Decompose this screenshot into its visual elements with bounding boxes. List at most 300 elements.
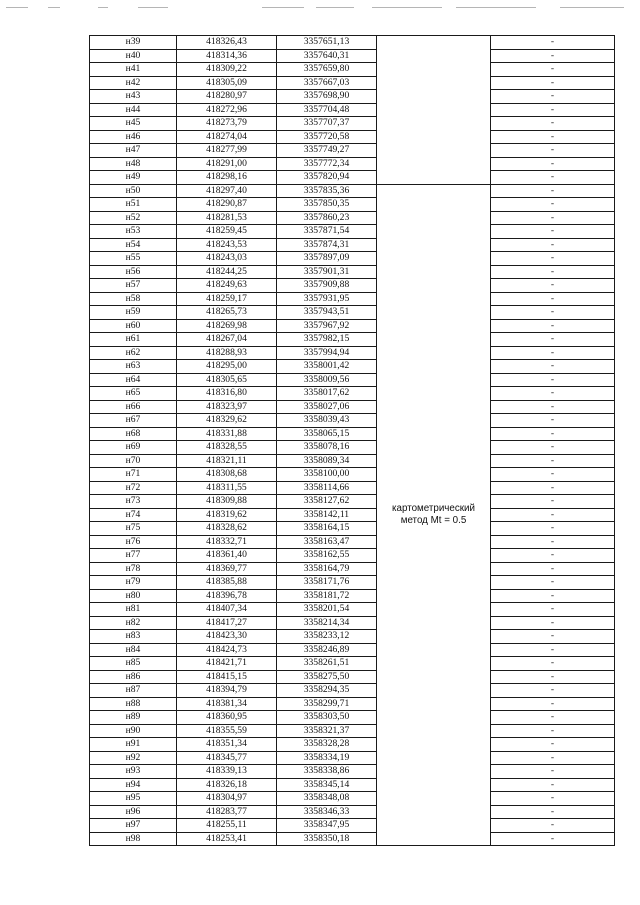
error-value-cell: - (491, 630, 615, 644)
point-name-cell: н63 (90, 360, 177, 374)
table-row (90, 589, 615, 603)
error-value-cell: - (491, 373, 615, 387)
table-row (90, 184, 615, 198)
point-name-cell: н62 (90, 346, 177, 360)
error-value-cell: - (491, 279, 615, 293)
table-row (90, 346, 615, 360)
table-row (90, 252, 615, 266)
y-coordinate-cell: 3358246,89 (277, 643, 377, 657)
point-name-cell: н87 (90, 684, 177, 698)
y-coordinate-cell: 3357720,58 (277, 130, 377, 144)
y-coordinate-cell: 3358163,47 (277, 535, 377, 549)
coordinates-table (89, 35, 615, 846)
table-row (90, 36, 615, 50)
y-coordinate-cell: 3358350,18 (277, 832, 377, 846)
point-name-cell: н96 (90, 805, 177, 819)
x-coordinate-cell: 418277,99 (177, 144, 277, 158)
table-row (90, 576, 615, 590)
x-coordinate-cell: 418274,04 (177, 130, 277, 144)
point-name-cell: н84 (90, 643, 177, 657)
point-name-cell: н43 (90, 90, 177, 104)
error-value-cell: - (491, 225, 615, 239)
point-name-cell: н49 (90, 171, 177, 185)
table-row (90, 684, 615, 698)
point-name-cell: н69 (90, 441, 177, 455)
table-row (90, 711, 615, 725)
y-coordinate-cell: 3357835,36 (277, 184, 377, 198)
y-coordinate-cell: 3358127,62 (277, 495, 377, 509)
y-coordinate-cell: 3358303,50 (277, 711, 377, 725)
x-coordinate-cell: 418323,97 (177, 400, 277, 414)
y-coordinate-cell: 3357871,54 (277, 225, 377, 239)
x-coordinate-cell: 418273,79 (177, 117, 277, 131)
point-name-cell: н79 (90, 576, 177, 590)
y-coordinate-cell: 3358345,14 (277, 778, 377, 792)
x-coordinate-cell: 418309,22 (177, 63, 277, 77)
point-name-cell: н95 (90, 792, 177, 806)
y-coordinate-cell: 3357901,31 (277, 265, 377, 279)
y-coordinate-cell: 3357967,92 (277, 319, 377, 333)
table-row (90, 279, 615, 293)
table-row (90, 765, 615, 779)
y-coordinate-cell: 3358275,50 (277, 670, 377, 684)
y-coordinate-cell: 3358347,95 (277, 819, 377, 833)
x-coordinate-cell: 418369,77 (177, 562, 277, 576)
x-coordinate-cell: 418321,11 (177, 454, 277, 468)
point-name-cell: н85 (90, 657, 177, 671)
x-coordinate-cell: 418267,04 (177, 333, 277, 347)
y-coordinate-cell: 3357749,27 (277, 144, 377, 158)
error-value-cell: - (491, 819, 615, 833)
y-coordinate-cell: 3357874,31 (277, 238, 377, 252)
table-row (90, 778, 615, 792)
x-coordinate-cell: 418243,03 (177, 252, 277, 266)
error-value-cell: - (491, 49, 615, 63)
table-row (90, 414, 615, 428)
x-coordinate-cell: 418394,79 (177, 684, 277, 698)
error-value-cell: - (491, 738, 615, 752)
point-name-cell: н41 (90, 63, 177, 77)
error-value-cell: - (491, 778, 615, 792)
x-coordinate-cell: 418255,11 (177, 819, 277, 833)
error-value-cell: - (491, 427, 615, 441)
y-coordinate-cell: 3357651,13 (277, 36, 377, 50)
point-name-cell: н46 (90, 130, 177, 144)
error-value-cell: - (491, 441, 615, 455)
table-row (90, 63, 615, 77)
x-coordinate-cell: 418328,62 (177, 522, 277, 536)
table-row (90, 508, 615, 522)
table-row (90, 535, 615, 549)
y-coordinate-cell: 3357897,09 (277, 252, 377, 266)
table-row (90, 738, 615, 752)
error-value-cell: - (491, 670, 615, 684)
error-value-cell: - (491, 495, 615, 509)
point-name-cell: н57 (90, 279, 177, 293)
point-name-cell: н67 (90, 414, 177, 428)
error-value-cell: - (491, 805, 615, 819)
coordinates-table-body (90, 36, 615, 846)
x-coordinate-cell: 418243,53 (177, 238, 277, 252)
point-name-cell: н86 (90, 670, 177, 684)
table-row (90, 792, 615, 806)
point-name-cell: н78 (90, 562, 177, 576)
table-row (90, 657, 615, 671)
y-coordinate-cell: 3358299,71 (277, 697, 377, 711)
y-coordinate-cell: 3357667,03 (277, 76, 377, 90)
table-row (90, 49, 615, 63)
point-name-cell: н40 (90, 49, 177, 63)
x-coordinate-cell: 418272,96 (177, 103, 277, 117)
x-coordinate-cell: 418265,73 (177, 306, 277, 320)
point-name-cell: н90 (90, 724, 177, 738)
error-value-cell: - (491, 157, 615, 171)
table-row (90, 373, 615, 387)
point-name-cell: н61 (90, 333, 177, 347)
x-coordinate-cell: 418407,34 (177, 603, 277, 617)
x-coordinate-cell: 418305,65 (177, 373, 277, 387)
error-value-cell: - (491, 414, 615, 428)
table-row (90, 103, 615, 117)
error-value-cell: - (491, 144, 615, 158)
point-name-cell: н82 (90, 616, 177, 630)
x-coordinate-cell: 418396,78 (177, 589, 277, 603)
point-name-cell: н58 (90, 292, 177, 306)
x-coordinate-cell: 418319,62 (177, 508, 277, 522)
error-value-cell: - (491, 603, 615, 617)
method-label-line1: картометрический (392, 502, 475, 514)
y-coordinate-cell: 3358114,66 (277, 481, 377, 495)
y-coordinate-cell: 3357640,31 (277, 49, 377, 63)
y-coordinate-cell: 3357707,37 (277, 117, 377, 131)
y-coordinate-cell: 3357659,80 (277, 63, 377, 77)
point-name-cell: н91 (90, 738, 177, 752)
point-name-cell: н68 (90, 427, 177, 441)
point-name-cell: н81 (90, 603, 177, 617)
x-coordinate-cell: 418298,16 (177, 171, 277, 185)
y-coordinate-cell: 3358348,08 (277, 792, 377, 806)
table-row (90, 225, 615, 239)
y-coordinate-cell: 3358294,35 (277, 684, 377, 698)
error-value-cell: - (491, 76, 615, 90)
error-value-cell: - (491, 306, 615, 320)
point-name-cell: н75 (90, 522, 177, 536)
y-coordinate-cell: 3358027,06 (277, 400, 377, 414)
x-coordinate-cell: 418385,88 (177, 576, 277, 590)
y-coordinate-cell: 3358346,33 (277, 805, 377, 819)
x-coordinate-cell: 418329,62 (177, 414, 277, 428)
error-value-cell: - (491, 333, 615, 347)
error-value-cell: - (491, 616, 615, 630)
error-value-cell: - (491, 117, 615, 131)
x-coordinate-cell: 418381,34 (177, 697, 277, 711)
x-coordinate-cell: 418424,73 (177, 643, 277, 657)
method-cell-empty (377, 36, 491, 185)
y-coordinate-cell: 3358089,34 (277, 454, 377, 468)
table-row (90, 832, 615, 846)
error-value-cell: - (491, 454, 615, 468)
error-value-cell: - (491, 63, 615, 77)
point-name-cell: н51 (90, 198, 177, 212)
scan-header-marks (0, 0, 640, 14)
point-name-cell: н65 (90, 387, 177, 401)
table-row (90, 265, 615, 279)
error-value-cell: - (491, 522, 615, 536)
y-coordinate-cell: 3358164,15 (277, 522, 377, 536)
x-coordinate-cell: 418305,09 (177, 76, 277, 90)
error-value-cell: - (491, 238, 615, 252)
error-value-cell: - (491, 643, 615, 657)
table-row (90, 144, 615, 158)
table-row (90, 603, 615, 617)
y-coordinate-cell: 3357909,88 (277, 279, 377, 293)
point-name-cell: н88 (90, 697, 177, 711)
table-row (90, 238, 615, 252)
y-coordinate-cell: 3358164,79 (277, 562, 377, 576)
error-value-cell: - (491, 765, 615, 779)
error-value-cell: - (491, 684, 615, 698)
point-name-cell: н55 (90, 252, 177, 266)
error-value-cell: - (491, 265, 615, 279)
point-name-cell: н89 (90, 711, 177, 725)
point-name-cell: н39 (90, 36, 177, 50)
y-coordinate-cell: 3357772,34 (277, 157, 377, 171)
x-coordinate-cell: 418283,77 (177, 805, 277, 819)
y-coordinate-cell: 3358233,12 (277, 630, 377, 644)
x-coordinate-cell: 418259,45 (177, 225, 277, 239)
point-name-cell: н60 (90, 319, 177, 333)
method-cell (377, 184, 491, 846)
table-row (90, 454, 615, 468)
point-name-cell: н70 (90, 454, 177, 468)
x-coordinate-cell: 418326,43 (177, 36, 277, 50)
point-name-cell: н73 (90, 495, 177, 509)
table-row (90, 319, 615, 333)
x-coordinate-cell: 418328,55 (177, 441, 277, 455)
error-value-cell: - (491, 589, 615, 603)
error-value-cell: - (491, 211, 615, 225)
table-row (90, 333, 615, 347)
error-value-cell: - (491, 697, 615, 711)
error-value-cell: - (491, 360, 615, 374)
point-name-cell: н80 (90, 589, 177, 603)
table-row (90, 495, 615, 509)
error-value-cell: - (491, 319, 615, 333)
y-coordinate-cell: 3358338,86 (277, 765, 377, 779)
x-coordinate-cell: 418244,25 (177, 265, 277, 279)
x-coordinate-cell: 418360,95 (177, 711, 277, 725)
y-coordinate-cell: 3358334,19 (277, 751, 377, 765)
table-row (90, 292, 615, 306)
y-coordinate-cell: 3357704,48 (277, 103, 377, 117)
x-coordinate-cell: 418421,71 (177, 657, 277, 671)
y-coordinate-cell: 3358181,72 (277, 589, 377, 603)
point-name-cell: н98 (90, 832, 177, 846)
point-name-cell: н48 (90, 157, 177, 171)
point-name-cell: н52 (90, 211, 177, 225)
table-row (90, 211, 615, 225)
y-coordinate-cell: 3357850,35 (277, 198, 377, 212)
y-coordinate-cell: 3358001,42 (277, 360, 377, 374)
y-coordinate-cell: 3358328,28 (277, 738, 377, 752)
point-name-cell: н72 (90, 481, 177, 495)
table-row (90, 387, 615, 401)
table-row (90, 751, 615, 765)
y-coordinate-cell: 3357931,95 (277, 292, 377, 306)
x-coordinate-cell: 418297,40 (177, 184, 277, 198)
table-row (90, 130, 615, 144)
x-coordinate-cell: 418304,97 (177, 792, 277, 806)
point-name-cell: н64 (90, 373, 177, 387)
y-coordinate-cell: 3358321,37 (277, 724, 377, 738)
x-coordinate-cell: 418291,00 (177, 157, 277, 171)
table-row (90, 306, 615, 320)
y-coordinate-cell: 3357994,94 (277, 346, 377, 360)
error-value-cell: - (491, 90, 615, 104)
table-row (90, 481, 615, 495)
point-name-cell: н66 (90, 400, 177, 414)
y-coordinate-cell: 3357860,23 (277, 211, 377, 225)
point-name-cell: н47 (90, 144, 177, 158)
error-value-cell: - (491, 171, 615, 185)
table-row (90, 157, 615, 171)
table-row (90, 805, 615, 819)
table-row (90, 522, 615, 536)
error-value-cell: - (491, 103, 615, 117)
table-row (90, 76, 615, 90)
x-coordinate-cell: 418309,88 (177, 495, 277, 509)
y-coordinate-cell: 3358214,34 (277, 616, 377, 630)
error-value-cell: - (491, 130, 615, 144)
x-coordinate-cell: 418415,15 (177, 670, 277, 684)
table-row (90, 441, 615, 455)
point-name-cell: н97 (90, 819, 177, 833)
x-coordinate-cell: 418280,97 (177, 90, 277, 104)
y-coordinate-cell: 3358039,43 (277, 414, 377, 428)
error-value-cell: - (491, 508, 615, 522)
error-value-cell: - (491, 724, 615, 738)
y-coordinate-cell: 3358201,54 (277, 603, 377, 617)
y-coordinate-cell: 3358009,56 (277, 373, 377, 387)
x-coordinate-cell: 418288,93 (177, 346, 277, 360)
error-value-cell: - (491, 346, 615, 360)
point-name-cell: н74 (90, 508, 177, 522)
point-name-cell: н94 (90, 778, 177, 792)
y-coordinate-cell: 3358261,51 (277, 657, 377, 671)
point-name-cell: н42 (90, 76, 177, 90)
error-value-cell: - (491, 198, 615, 212)
x-coordinate-cell: 418361,40 (177, 549, 277, 563)
error-value-cell: - (491, 400, 615, 414)
error-value-cell: - (491, 387, 615, 401)
y-coordinate-cell: 3358162,55 (277, 549, 377, 563)
table-row (90, 117, 615, 131)
table-row (90, 643, 615, 657)
point-name-cell: н56 (90, 265, 177, 279)
table-row (90, 468, 615, 482)
y-coordinate-cell: 3357982,15 (277, 333, 377, 347)
point-name-cell: н93 (90, 765, 177, 779)
y-coordinate-cell: 3358142,11 (277, 508, 377, 522)
point-name-cell: н59 (90, 306, 177, 320)
x-coordinate-cell: 418249,63 (177, 279, 277, 293)
point-name-cell: н45 (90, 117, 177, 131)
y-coordinate-cell: 3358017,62 (277, 387, 377, 401)
table-row (90, 562, 615, 576)
x-coordinate-cell: 418423,30 (177, 630, 277, 644)
error-value-cell: - (491, 468, 615, 482)
x-coordinate-cell: 418308,68 (177, 468, 277, 482)
point-name-cell: н53 (90, 225, 177, 239)
point-name-cell: н83 (90, 630, 177, 644)
x-coordinate-cell: 418253,41 (177, 832, 277, 846)
table-row (90, 360, 615, 374)
error-value-cell: - (491, 292, 615, 306)
y-coordinate-cell: 3358078,16 (277, 441, 377, 455)
x-coordinate-cell: 418281,53 (177, 211, 277, 225)
error-value-cell: - (491, 711, 615, 725)
y-coordinate-cell: 3357943,51 (277, 306, 377, 320)
x-coordinate-cell: 418269,98 (177, 319, 277, 333)
y-coordinate-cell: 3358171,76 (277, 576, 377, 590)
x-coordinate-cell: 418417,27 (177, 616, 277, 630)
table-row (90, 90, 615, 104)
error-value-cell: - (491, 751, 615, 765)
point-name-cell: н50 (90, 184, 177, 198)
error-value-cell: - (491, 562, 615, 576)
x-coordinate-cell: 418316,80 (177, 387, 277, 401)
table-row (90, 670, 615, 684)
x-coordinate-cell: 418259,17 (177, 292, 277, 306)
y-coordinate-cell: 3357820,94 (277, 171, 377, 185)
table-row (90, 697, 615, 711)
x-coordinate-cell: 418345,77 (177, 751, 277, 765)
point-name-cell: н92 (90, 751, 177, 765)
x-coordinate-cell: 418290,87 (177, 198, 277, 212)
method-label-line2: метод Mt = 0.5 (400, 514, 467, 526)
table-row (90, 819, 615, 833)
table-row (90, 549, 615, 563)
error-value-cell: - (491, 36, 615, 50)
y-coordinate-cell: 3358100,00 (277, 468, 377, 482)
error-value-cell: - (491, 549, 615, 563)
error-value-cell: - (491, 184, 615, 198)
point-name-cell: н71 (90, 468, 177, 482)
table-row (90, 171, 615, 185)
x-coordinate-cell: 418314,36 (177, 49, 277, 63)
error-value-cell: - (491, 657, 615, 671)
point-name-cell: н76 (90, 535, 177, 549)
table-row (90, 616, 615, 630)
point-name-cell: н54 (90, 238, 177, 252)
table-row (90, 400, 615, 414)
x-coordinate-cell: 418355,59 (177, 724, 277, 738)
error-value-cell: - (491, 535, 615, 549)
error-value-cell: - (491, 832, 615, 846)
x-coordinate-cell: 418332,71 (177, 535, 277, 549)
error-value-cell: - (491, 576, 615, 590)
x-coordinate-cell: 418311,55 (177, 481, 277, 495)
x-coordinate-cell: 418331,88 (177, 427, 277, 441)
error-value-cell: - (491, 481, 615, 495)
x-coordinate-cell: 418351,34 (177, 738, 277, 752)
x-coordinate-cell: 418339,13 (177, 765, 277, 779)
y-coordinate-cell: 3357698,90 (277, 90, 377, 104)
point-name-cell: н44 (90, 103, 177, 117)
table-row (90, 427, 615, 441)
table-row (90, 630, 615, 644)
table-row (90, 724, 615, 738)
